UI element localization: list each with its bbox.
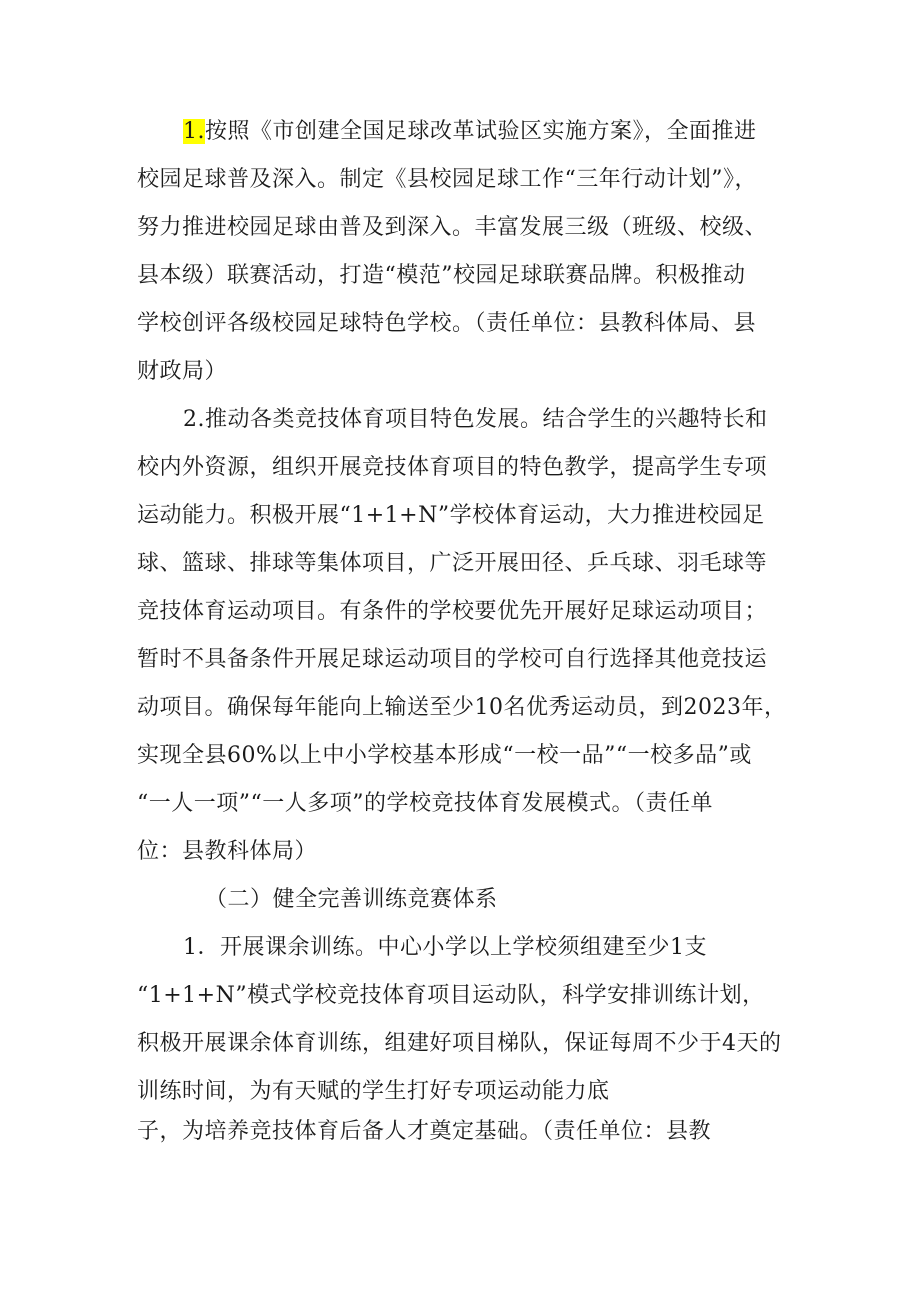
section-heading: （二）健全完善训练竞赛体系 [205, 887, 498, 912]
paragraph-2-line-4: 球、篮球、排球等集体项目，广泛开展田径、乒乓球、羽毛球等 [137, 551, 768, 576]
paragraph-1-line-1-text: 按照《市创建全国足球改革试验区实施方案》，全面推进 [205, 119, 757, 144]
paragraph-2-line-9: “一人一项”“一人多项”的学校竞技体育发展模式。（责任单 [137, 791, 713, 816]
paragraph-2-line-8: 实现全县60%以上中小学校基本形成“一校一品”“一校多品”或 [137, 743, 752, 768]
paragraph-1-line-4: 县本级）联赛活动，打造“模范”校园足球联赛品牌。积极推动 [137, 263, 746, 288]
paragraph-1-line-5: 学校创评各级校园足球特色学校。（责任单位：县教科体局、县 [137, 311, 757, 336]
paragraph-2-line-10: 位：县教科体局） [137, 839, 318, 864]
paragraph-1-line-1 [183, 118, 757, 146]
paragraph-3-line-5: 子，为培养竞技体育后备人才奠定基础。（责任单位：县教 [137, 1119, 712, 1144]
paragraph-3-line-4: 训练时间，为有天赋的学生打好专项运动能力底 [137, 1079, 610, 1104]
paragraph-2-line-1: 2.推动各类竞技体育项目特色发展。结合学生的兴趣特长和 [183, 407, 768, 432]
paragraph-2-line-7: 动项目。确保每年能向上输送至少10名优秀运动员，到2023年， [137, 695, 787, 720]
paragraph-2-line-3: 运动能力。积极开展“1+1+N”学校体育运动，大力推进校园足 [137, 503, 765, 528]
paragraph-2-line-6: 暂时不具备条件开展足球运动项目的学校可自行选择其他竞技运 [137, 647, 768, 672]
paragraph-3-line-1: 1．开展课余训练。中心小学以上学校须组建至少1支 [183, 935, 707, 960]
paragraph-1-line-3: 努力推进校园足球由普及到深入。丰富发展三级（班级、校级、 [137, 215, 768, 240]
paragraph-1-line-2: 校园足球普及深入。制定《县校园足球工作“三年行动计划”》， [137, 167, 757, 192]
highlighted-list-marker: 1. [183, 119, 205, 144]
paragraph-1-line-6: 财政局） [137, 359, 228, 384]
paragraph-2-line-5: 竞技体育运动项目。有条件的学校要优先开展好足球运动项目； [137, 599, 768, 624]
paragraph-3-line-3: 积极开展课余体育训练，组建好项目梯队，保证每周不少于4天的 [137, 1031, 782, 1056]
paragraph-2-line-2: 校内外资源，组织开展竞技体育项目的特色教学，提高学生专项 [137, 455, 768, 480]
paragraph-3-line-2: “1+1+N”模式学校竞技体育项目运动队，科学安排训练计划， [137, 983, 765, 1008]
